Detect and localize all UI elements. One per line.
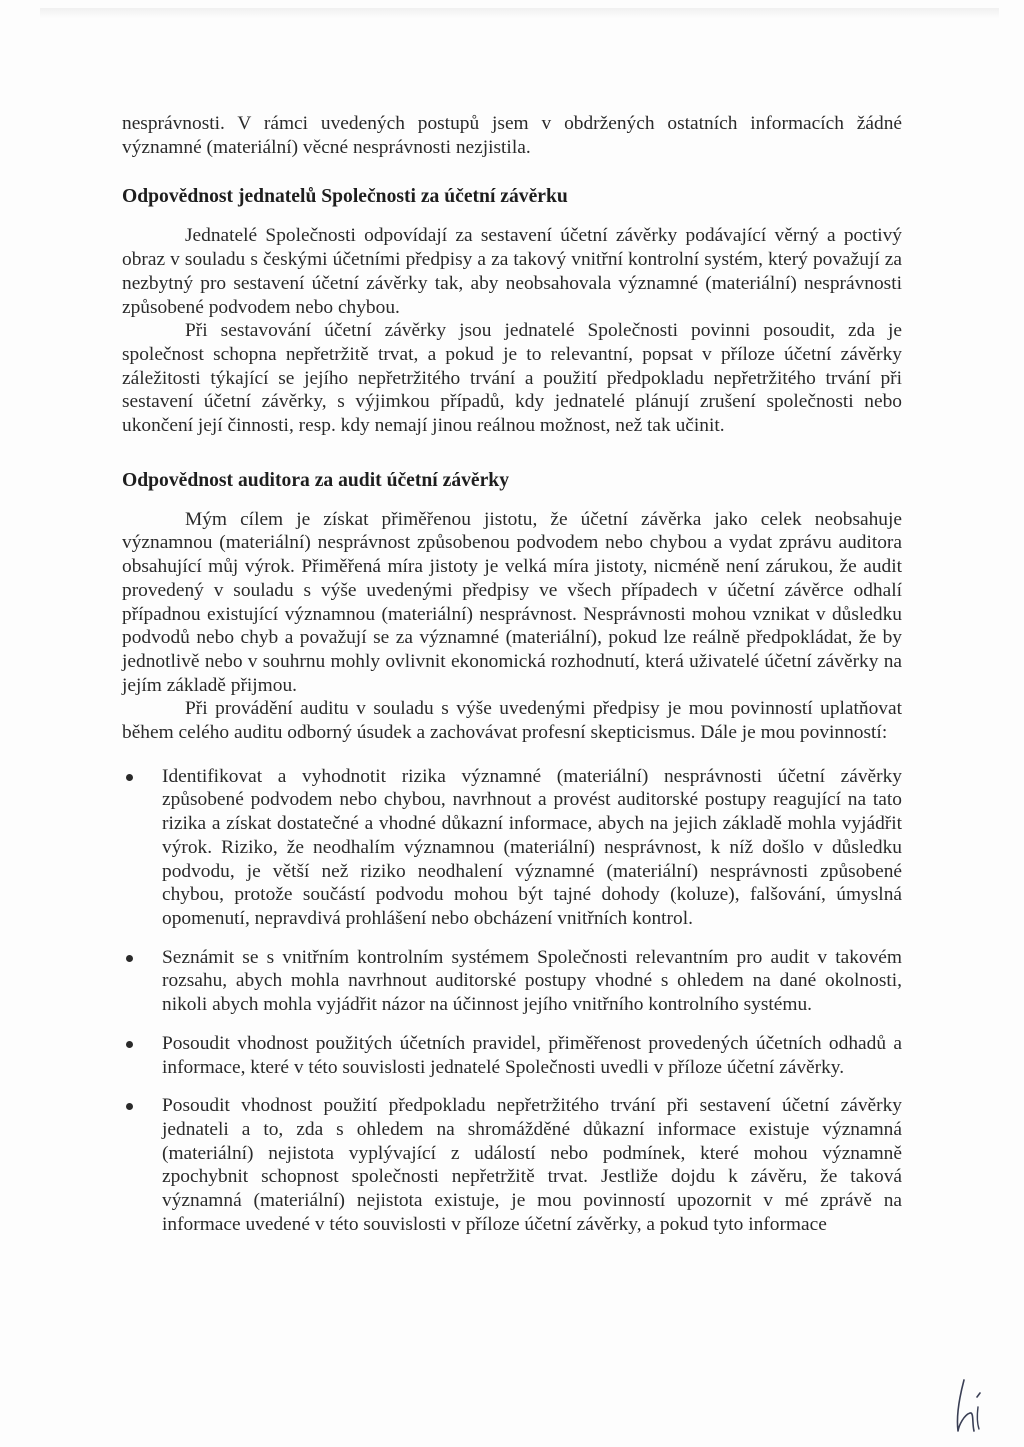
section1-paragraph-2: Při sestavování účetní závěrky jsou jednatelé Společnosti povinni posoudit, zda je společnost schopna nepřetržitě trvat, a pokud je to relevantní, popsat v příloze účetní závěrky záležitosti týkající se jejího nepřetržitého trvání a použití předpokladu nepřetržitého trvání při sestavení účetní závěrky, s výjimkou případů, kdy jednatelé plánují zrušení společnosti nebo ukončení její činnosti, resp. kdy nemají jinou reálnou možnost, než tak učinit. xyxy=(122,320,902,437)
auditor-duties-list xyxy=(122,765,902,1237)
handwritten-initials-signature xyxy=(950,1375,990,1435)
list-item xyxy=(122,765,902,931)
list-item xyxy=(122,1094,902,1236)
scan-top-shadow xyxy=(40,8,999,18)
list-item xyxy=(122,946,902,1017)
list-item-text: Posoudit vhodnost použitých účetních pravidel, přiměřenost provedených účetních odhadů a informace, které v této souvislosti jednatelé Společnosti uvedli v příloze účetní závěrky. xyxy=(162,1032,902,1078)
bullet-dot-icon xyxy=(126,1103,133,1110)
list-item-text: Posoudit vhodnost použití předpokladu nepřetržitého trvání při sestavení účetní závěrky jednateli a to, zda s ohledem na shromážděné důkazní informace existuje významná (materiální) nejistota vyplývající z událostí nebo podmínek, které mohou významně zpochybnit schopnost společnosti nepřetržitě trvat. Jestliže dojdu k závěru, že taková významná (materiální) nejistota existuje, je mou povinností upozornit v mé zprávě na informace uvedené v této souvislosti v příloze účetní závěrky, a pokud tyto informace xyxy=(162,1095,902,1235)
bullet-dot-icon xyxy=(126,955,133,962)
section1-paragraph-1: Jednatelé Společnosti odpovídají za sestavení účetní závěrky podávající věrný a poctivý obraz v souladu s českými účetními předpisy a za takový vnitřní kontrolní systém, který považují za nezbytný pro sestavení účetní závěrky tak, aby neobsahovala významné (materiální) nesprávnosti způsobené podvodem nebo chybou. xyxy=(122,225,902,318)
document-body xyxy=(122,112,902,1251)
list-item-text: Identifikovat a vyhodnotit rizika významné (materiální) nesprávnosti účetní závěrky způsobené podvodem nebo chybou, navrhnout a provést auditorské postupy reagující na tato rizika a získat dostatečné a vhodné důkazní informace, abych na jejich základě mohla vyjádřit výrok. Riziko, že neodhalím významnou (materiální) nesprávnost, k níž došlo v důsledku podvodu, je větší než riziko neodhalení významné (materiální) nesprávnosti způsobené chybou, protože součástí podvodu mohou být tajné dohody (koluze), falšování, úmyslná opomenutí, nepravdivá prohlášení nebo obcházení vnitřních kontrol. xyxy=(162,765,902,929)
section-heading-management-responsibility: Odpovědnost jednatelů Společnosti za účetní závěrku xyxy=(122,186,568,208)
bullet-dot-icon xyxy=(126,774,133,781)
list-item xyxy=(122,1032,902,1079)
intro-paragraph: nesprávnosti. V rámci uvedených postupů jsem v obdržených ostatních informacích žádné významné (materiální) věcné nesprávnosti nezjistila. xyxy=(122,113,902,158)
section2-paragraph-2: Při provádění auditu v souladu s výše uvedenými předpisy je mou povinností uplatňovat během celého auditu odborný úsudek a zachovávat profesní skepticismus. Dále je mou povinností: xyxy=(122,698,902,744)
bullet-dot-icon xyxy=(126,1041,133,1048)
section2-paragraph-1: Mým cílem je získat přiměřenou jistotu, že účetní závěrka jako celek neobsahuje významnou (materiální) nesprávnost způsobenou podvodem nebo chybou a vydat zprávu auditora obsahující můj výrok. Přiměřená míra jistoty je velká míra jistoty, nicméně není zárukou, že audit provedený v souladu s výše uvedenými předpisy ve všech případech v účetní závěrce odhalí případnou existující významnou (materiální) nesprávnost. Nesprávnosti mohou vznikat v důsledku podvodů nebo chyb a považují se za významné (materiální), pokud lze reálně předpokládat, že by jednotlivě nebo v souhrnu mohly ovlivnit ekonomická rozhodnutí, která uživatelé účetní závěrky na jejím základě přijmou. xyxy=(122,508,902,696)
section-heading-auditor-responsibility: Odpovědnost auditora za audit účetní závěrky xyxy=(122,469,509,491)
list-item-text: Seznámit se s vnitřním kontrolním systémem Společnosti relevantním pro audit v takovém rozsahu, abych mohla navrhnout auditorské postupy vhodné s ohledem na dané okolnosti, nikoli abych mohla vyjádřit názor na účinnost jejího vnitřního kontrolního systému. xyxy=(162,946,902,1016)
